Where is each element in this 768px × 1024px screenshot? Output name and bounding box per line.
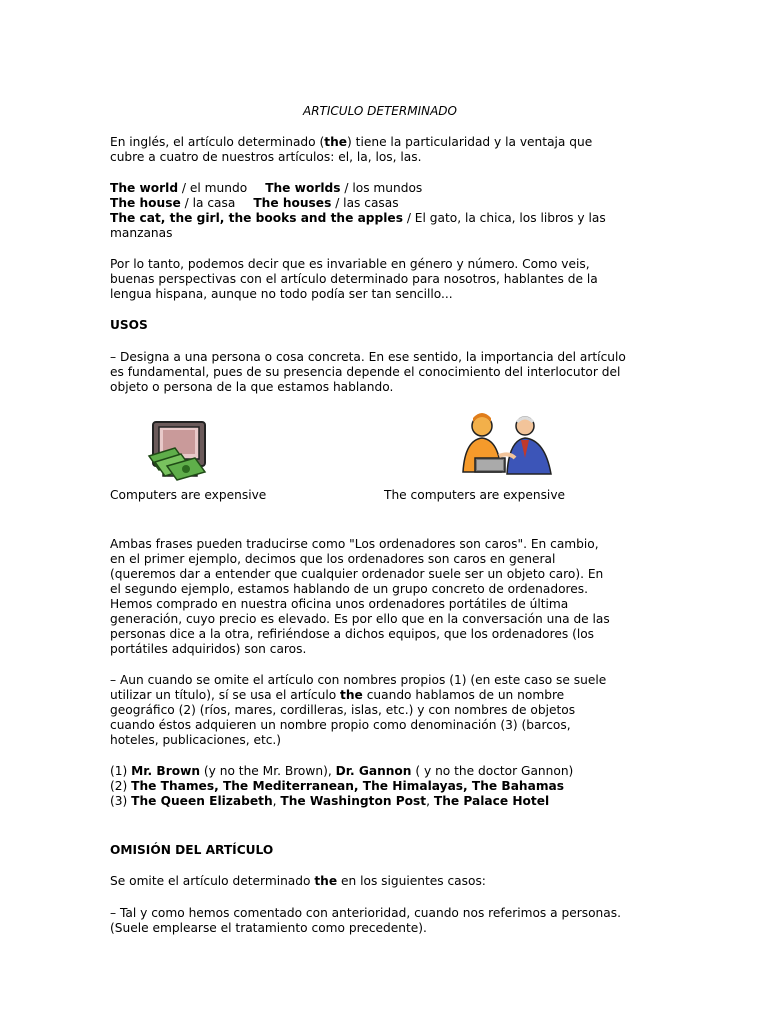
the-keyword: the xyxy=(324,135,348,149)
example-es: / El gato, la chica, los libros y las xyxy=(402,211,606,225)
caption-left: Computers are expensive xyxy=(110,488,267,502)
text-line: hoteles, publicaciones, etc.) xyxy=(110,733,282,747)
text-line: – Tal y como hemos comentado con anterioridad, cuando nos referimos a personas. xyxy=(110,906,621,920)
text-line: Ambas frases pueden traducirse como "Los ordenadores son caros". En cambio, xyxy=(110,537,599,551)
text-line: Se omite el artículo determinado xyxy=(110,874,315,888)
caption-right: The computers are expensive xyxy=(384,488,566,502)
example-en: The cat, the girl, the books and the apples xyxy=(110,211,403,225)
example-en: The house xyxy=(110,196,181,210)
text-line: portátiles adquiridos) son caros. xyxy=(110,642,307,656)
example-es: / los mundos xyxy=(340,181,423,195)
the-keyword: the xyxy=(314,874,338,888)
aun-paragraph xyxy=(110,673,650,748)
example-es: / la casa xyxy=(180,196,236,210)
ambas-paragraph xyxy=(110,537,650,657)
list-number: (3) xyxy=(110,794,132,808)
list-number: (1) xyxy=(110,764,132,778)
omite-paragraph xyxy=(110,874,650,889)
usos-heading: USOS xyxy=(110,318,148,332)
text-line: geográfico (2) (ríos, mares, cordilleras, islas, etc.) y con nombres de objetos xyxy=(110,703,576,717)
the-keyword: the xyxy=(340,688,363,702)
text-line: utilizar un título), sí se usa el artículo xyxy=(110,688,341,702)
example-en: The worlds xyxy=(265,181,341,195)
intro-text-2: ) tiene la particularidad y la ventaja que xyxy=(347,135,593,149)
list-number: (2) xyxy=(110,779,132,793)
intro-text: En inglés, el artículo determinado ( xyxy=(110,135,325,149)
example-es: / las casas xyxy=(331,196,399,210)
text-line: cuando hablamos de un nombre xyxy=(362,688,565,702)
omision-heading: OMISIÓN DEL ARTÍCULO xyxy=(110,843,274,857)
page-title: ARTICULO DETERMINADO xyxy=(303,104,457,118)
examples-list xyxy=(110,764,650,809)
text-line: Por lo tanto, podemos decir que es invariable en género y número. Como veis, xyxy=(110,257,590,271)
text-line: generación, cuyo precio es elevado. Es por ello que en la conversación una de las xyxy=(110,612,610,626)
text-line: en el primer ejemplo, decimos que los ordenadores son caros en general xyxy=(110,552,556,566)
text-line: buenas perspectivas con el artículo determinado para nosotros, hablantes de la xyxy=(110,272,598,286)
computer-money-clipart xyxy=(145,418,215,484)
list-example: Mr. Brown xyxy=(131,764,201,778)
text-line: en los siguientes casos: xyxy=(337,874,486,888)
text-line: lengua hispana, aunque no todo podía ser tan sencillo... xyxy=(110,287,453,301)
text-line: objeto o persona de la que estamos hablando. xyxy=(110,380,394,394)
text-line: (Suele emplearse el tratamiento como precedente). xyxy=(110,921,427,935)
text-line: – Aun cuando se omite el artículo con nombres propios (1) (en este caso se suele xyxy=(110,673,607,687)
example-es: / el mundo xyxy=(178,181,248,195)
list-example: The Thames, The Mediterranean, The Himalayas, The Bahamas xyxy=(131,779,565,793)
designa-paragraph xyxy=(110,350,650,395)
list-note: ( y no the doctor Gannon) xyxy=(411,764,574,778)
list-example: Dr. Gannon xyxy=(335,764,412,778)
example-en: The world xyxy=(110,181,179,195)
text-line: – Designa a una persona o cosa concreta. En ese sentido, la importancia del artículo xyxy=(110,350,626,364)
text-line: personas dice a la otra, refiriéndose a dichos equipos, que los ordenadores (los xyxy=(110,627,595,641)
list-example: The Washington Post xyxy=(280,794,427,808)
text-line: es fundamental, pues de su presencia depende el conocimiento del interlocutor del xyxy=(110,365,621,379)
list-separator: , xyxy=(426,794,434,808)
list-example: The Queen Elizabeth xyxy=(131,794,273,808)
intro-paragraph xyxy=(110,135,650,165)
text-line: (queremos dar a entender que cualquier ordenador suele ser un objeto caro). En xyxy=(110,567,604,581)
intro-line-2: cubre a cuatro de nuestros artículos: el, la, los, las. xyxy=(110,150,422,164)
example-en: The houses xyxy=(253,196,332,210)
text-line: cuando éstos adquieren un nombre propio como denominación (3) (barcos, xyxy=(110,718,571,732)
example-es: manzanas xyxy=(110,226,173,240)
list-example: The Palace Hotel xyxy=(433,794,550,808)
list-note: (y no the Mr. Brown), xyxy=(200,764,336,778)
two-people-laptop-clipart xyxy=(455,412,560,482)
tal-paragraph xyxy=(110,906,650,936)
invariable-paragraph xyxy=(110,257,650,302)
text-line: Hemos comprado en nuestra oficina unos ordenadores portátiles de última xyxy=(110,597,569,611)
examples xyxy=(110,181,650,241)
text-line: el segundo ejemplo, estamos hablando de un grupo concreto de ordenadores. xyxy=(110,582,589,596)
list-separator: , xyxy=(272,794,281,808)
